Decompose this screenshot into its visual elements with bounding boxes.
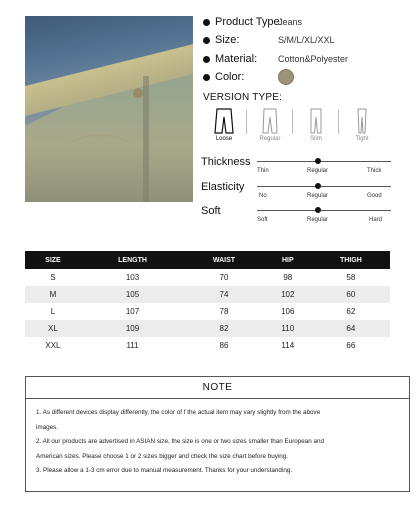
table-cell: 107 xyxy=(125,307,140,316)
table-cell: 82 xyxy=(184,320,264,337)
table-cell: 64 xyxy=(312,320,390,337)
table-cell: L xyxy=(50,307,56,316)
version-option-slim xyxy=(295,108,337,150)
table-row xyxy=(25,269,390,286)
scale-option: Regular xyxy=(307,168,329,174)
table-cell: XXL xyxy=(45,341,61,350)
scale-line xyxy=(257,186,391,187)
table-cell: 70 xyxy=(219,273,229,282)
version-option-tight xyxy=(341,108,383,150)
bullet-icon xyxy=(203,37,210,44)
version-label: Tight xyxy=(355,136,369,142)
spec-label: Material: xyxy=(215,53,258,65)
version-type-title: VERSION TYPE: xyxy=(203,92,283,103)
note-title: NOTE xyxy=(26,377,409,399)
table-cell: 105 xyxy=(81,286,184,303)
table-cell: 114 xyxy=(281,341,295,350)
scale-option: Regular xyxy=(307,193,329,199)
version-label: Regular xyxy=(259,136,281,142)
table-cell: S xyxy=(50,273,56,282)
version-option-regular xyxy=(249,108,291,150)
note-line: 2. All our products are advertised in ASIAN size, the size is one or two sizes smaller than European and xyxy=(36,438,325,445)
note-line: 1. As different devices display differently, the color of f the actual item may vary slightly from the above xyxy=(36,409,321,416)
bullet-icon xyxy=(203,74,210,81)
note-line: American sizes. Please choose 1 or 2 sizes bigger and check the size chart before buying. xyxy=(36,452,289,460)
bullet-icon xyxy=(203,56,210,63)
version-label: Slim xyxy=(310,136,322,142)
tight-pants-icon xyxy=(352,108,372,134)
scale-option: No xyxy=(259,193,267,199)
scale-knob xyxy=(315,207,321,213)
photo-button xyxy=(133,88,143,98)
table-cell: 78 xyxy=(219,307,229,316)
note-body xyxy=(26,399,409,479)
scale-option: Thick xyxy=(367,168,382,174)
spec-value: Jeans xyxy=(278,17,303,27)
table-cell: 98 xyxy=(283,273,293,282)
table-header-cell: HIP xyxy=(264,251,312,269)
scale-option: Regular xyxy=(307,217,329,223)
table-row xyxy=(25,286,390,303)
spec-label: Size: xyxy=(215,34,240,46)
table-cell: 58 xyxy=(346,273,356,282)
regular-pants-icon xyxy=(260,108,280,134)
loose-pants-icon xyxy=(214,108,234,134)
scale-options xyxy=(257,217,391,227)
scale-line xyxy=(257,161,391,162)
table-cell: 86 xyxy=(219,341,229,350)
slim-pants-icon xyxy=(306,108,326,134)
product-photo xyxy=(25,16,193,202)
color-swatch xyxy=(278,69,294,85)
scale-line xyxy=(257,210,391,211)
scale-option: Soft xyxy=(257,217,268,223)
version-option-loose xyxy=(203,108,245,150)
table-header-row xyxy=(25,251,390,269)
table-header-cell: WAIST xyxy=(184,251,264,269)
table-cell: 62 xyxy=(346,307,356,316)
table-row xyxy=(25,320,390,337)
table-header-cell: THIGH xyxy=(312,251,390,269)
scale-options xyxy=(257,193,391,203)
table-header-cell: SIZE xyxy=(25,251,81,269)
spec-label: Color: xyxy=(215,71,245,83)
version-type-options xyxy=(203,108,393,150)
note-box xyxy=(25,376,410,492)
size-chart-table xyxy=(25,251,390,354)
scale-option: Thin xyxy=(257,168,269,174)
table-cell: 60 xyxy=(312,286,390,303)
spec-value: S/M/L/XL/XXL xyxy=(278,35,335,45)
version-divider xyxy=(292,110,293,134)
photo-fly xyxy=(143,76,149,202)
version-label: Loose xyxy=(215,136,233,142)
version-divider xyxy=(338,110,339,134)
scale-options xyxy=(257,168,391,178)
table-cell: 102 xyxy=(264,286,312,303)
table-cell: 74 xyxy=(184,286,264,303)
table-row xyxy=(25,303,390,320)
table-cell: 110 xyxy=(264,320,312,337)
scale-knob xyxy=(315,158,321,164)
table-cell: 103 xyxy=(125,273,140,282)
table-row xyxy=(25,337,390,354)
table-cell: M xyxy=(25,286,81,303)
scale-option: Hard xyxy=(369,217,383,223)
scale-title: Thickness xyxy=(201,156,251,168)
version-divider xyxy=(246,110,247,134)
scale-knob xyxy=(315,183,321,189)
bullet-icon xyxy=(203,19,210,26)
scale-title: Soft xyxy=(201,205,221,217)
spec-label: Product Type: xyxy=(215,16,283,28)
table-cell: 109 xyxy=(81,320,184,337)
scale-option: Good xyxy=(367,193,382,199)
note-line: 3. Please allow a 1-3 cm error due to manual measurement. Thanks for your understanding. xyxy=(36,467,293,474)
table-cell: 106 xyxy=(281,307,295,316)
scale-title: Elasticity xyxy=(201,181,245,193)
table-cell: 66 xyxy=(346,341,356,350)
table-header-cell: LENGTH xyxy=(81,251,184,269)
note-line: images. xyxy=(36,423,59,431)
table-cell: 111 xyxy=(126,341,139,350)
table-cell: XL xyxy=(25,320,81,337)
spec-value: Cotton&Polyester xyxy=(278,54,349,64)
photo-pocket xyxy=(65,134,135,174)
